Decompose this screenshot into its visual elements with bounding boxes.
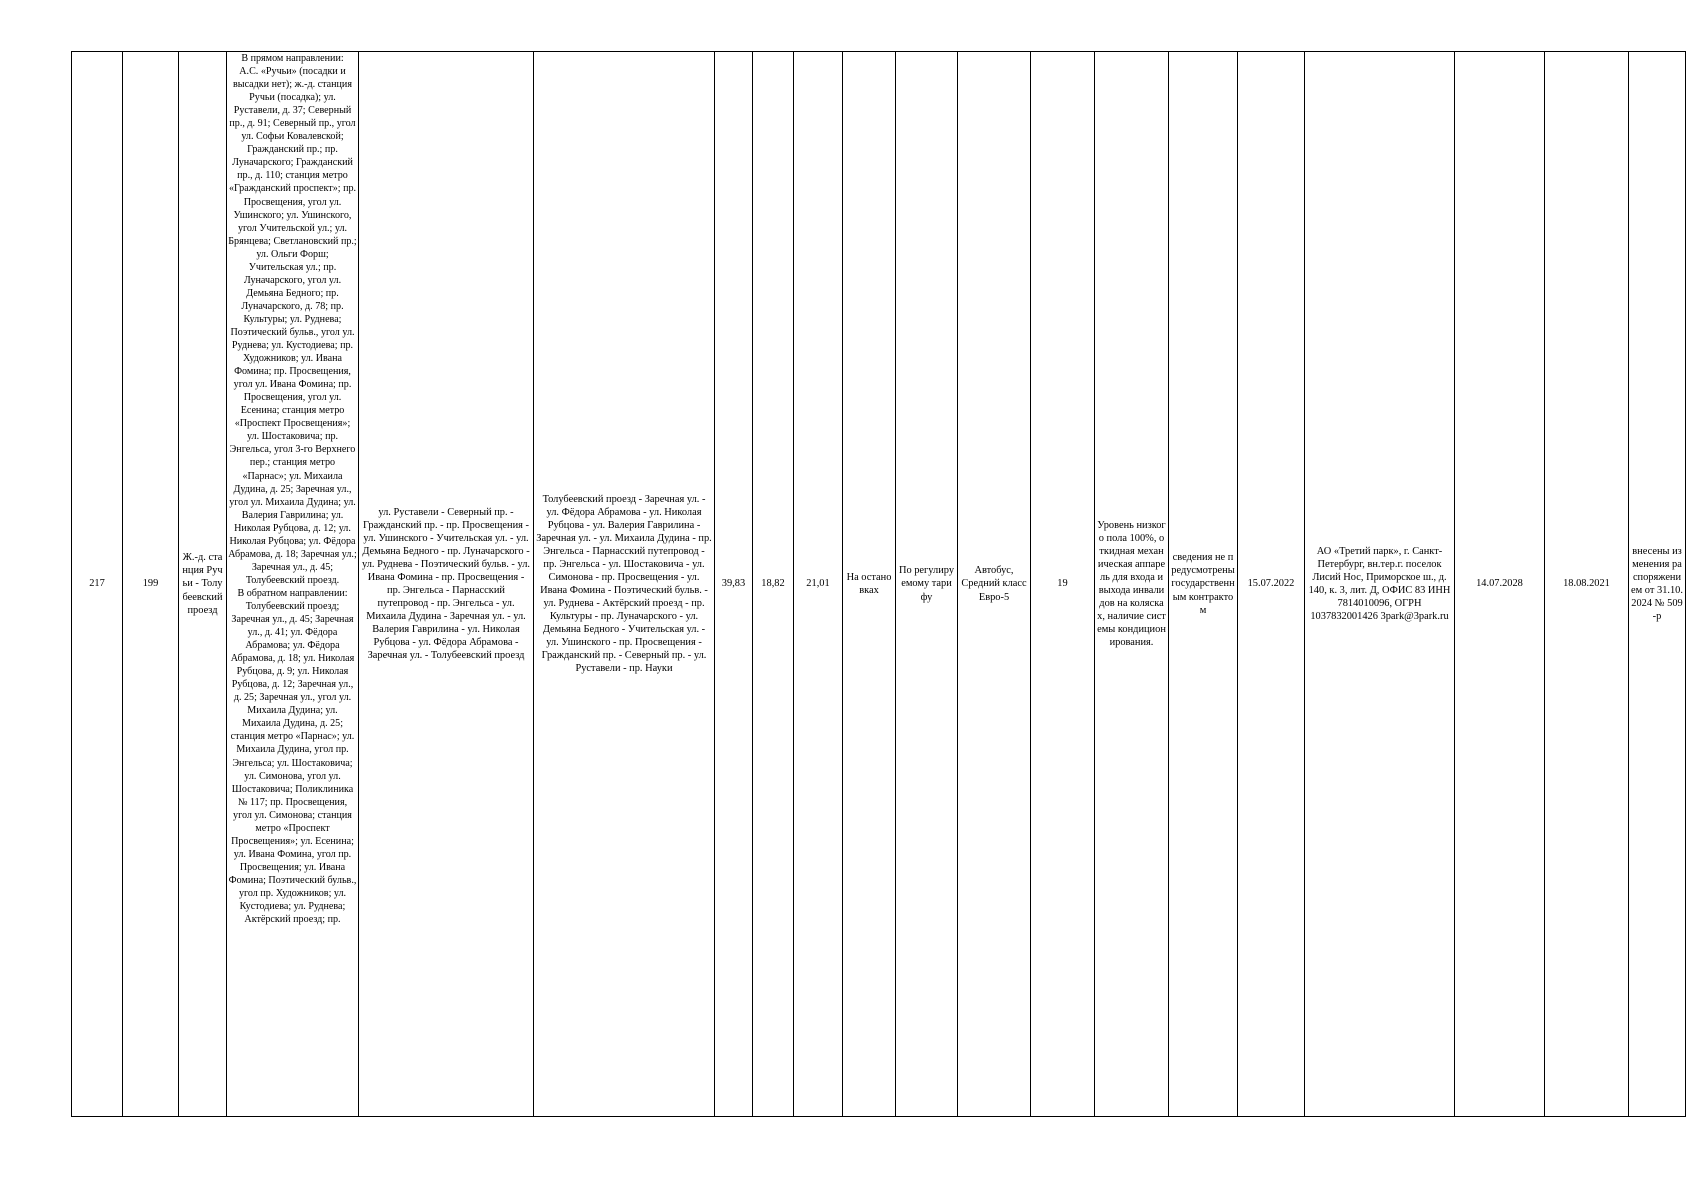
stops-backward-label: В обратном направлении: bbox=[237, 587, 348, 599]
table-row bbox=[72, 52, 1686, 1117]
stops-backward-list: Толубеевский проезд; Заречная ул., д. 45; Заречная ул., д. 41; ул. Фёдора Абрамова; ул. Фёдора Абрамова, д. 18; ул. Николая Рубцова, д. 9; ул. Николая Рубцова, д. 12; Заречная ул., д. 25; Заречная ул., угол ул. Михаила Дудина; ул. Михаила Дудина, д. 25; станция метро «Парнас»; ул. Михаила Дудина, угол пр. Энгельса; ул. Шостаковича; ул. Симонова, угол ул. Шостаковича; Поликлиника № 117; пр. Просвещения, угол ул. Симонова; станция метро «Проспект Просвещения»; ул. Есенина; ул. Ивана Фомина, угол пр. Просвещения; ул. Ивана Фомина; Поэтический бульв., угол пр. Художников; ул. Кустодиева; ул. Руднева; Актёрский проезд; пр. bbox=[228, 600, 357, 926]
registry-date-cell: 18.08.2021 bbox=[1545, 52, 1629, 1117]
vehicle-cell: Автобус, Средний класс Евро-5 bbox=[958, 52, 1031, 1117]
tariff-type-cell: По регулируемому тарифу bbox=[896, 52, 958, 1117]
stops-cell bbox=[227, 52, 359, 1117]
accessibility-cell: Уровень низкого пола 100%, откидная механическая аппарель для входа и выхода инвалидов на колясках, наличие системы кондиционирования. bbox=[1095, 52, 1169, 1117]
vehicle-count-cell: 19 bbox=[1031, 52, 1095, 1117]
route-number-cell: 199 bbox=[123, 52, 179, 1117]
registry-number-cell: 217 bbox=[72, 52, 123, 1117]
streets-forward-cell: ул. Руставели - Северный пр. - Гражданский пр. - пр. Просвещения - ул. Ушинского - Учительская ул. - ул. Демьяна Бедного - пр. Луначарского - ул. Руднева - Поэтический бульв. - ул. Ивана Фомина - пр. Просвещения - пр. Энгельса - Парнасский путепровод - пр. Энгельса - ул. Михаила Дудина - Заречная ул. - ул. Валерия Гаврилина - ул. Николая Рубцова - ул. Фёдора Абрамова - Заречная ул. - Толубеевский проезд bbox=[359, 52, 534, 1117]
stops-forward-label: В прямом направлении: bbox=[241, 53, 344, 64]
start-date-cell: 15.07.2022 bbox=[1238, 52, 1305, 1117]
streets-backward-cell: Толубеевский проезд - Заречная ул. - ул. Фёдора Абрамова - ул. Николая Рубцова - ул. Валерия Гаврилина - Заречная ул. - ул. Михаила Дудина - пр. Энгельса - Парнасский путепровод - пр. Энгельса - ул. Шостаковича - ул. Симонова - пр. Просвещения - ул. Ивана Фомина - Поэтический бульв. - ул. Руднева - Актёрский проезд - пр. Культуры - пр. Луначарского - ул. Демьяна Бедного - Учительская ул. - ул. Ушинского - пр. Просвещения - Гражданский пр. - Северный пр. - ул. Руставели - пр. Науки bbox=[534, 52, 715, 1117]
route-name-cell: Ж.-д. станция Ручьи - Толубеевский проезд bbox=[179, 52, 227, 1117]
length-third-cell: 21,01 bbox=[794, 52, 843, 1117]
carrier-cell: АО «Третий парк», г. Санкт-Петербург, вн.тер.г. поселок Лисий Нос, Приморское ш., д. 140, к. 3, лит. Д, ОФИС 83 ИНН 7814010096, ОГРН 1037832001426 3park@3park.ru bbox=[1305, 52, 1455, 1117]
end-date-cell: 14.07.2028 bbox=[1455, 52, 1545, 1117]
stop-order-cell: На остановках bbox=[843, 52, 896, 1117]
stops-forward-list: А.С. «Ручьи» (посадки и высадки нет); ж.-д. станция Ручьи (посадка); ул. Руставели, д. 37; Северный пр., д. 91; Северный пр., угол ул. Софьи Ковалевской; Гражданский пр.; пр. Луначарского; Гражданский пр., д. 110; станция метро «Гражданский проспект»; пр. Просвещения, угол ул. Ушинского; ул. Ушинского, угол Учительской ул.; ул. Брянцева; Светлановский пр.; ул. Ольги Форш; Учительская ул.; пр. Луначарского, угол ул. Демьяна Бедного; пр. Луначарского, д. 78; пр. Культуры; ул. Руднева; Поэтический бульв., угол ул. Руднева; ул. Кустодиева; пр. Художников; ул. Ивана Фомина; пр. Просвещения, угол ул. Ивана Фомина; пр. Просвещения, угол ул. Есенина; станция метро «Проспект Просвещения»; ул. Шостаковича; пр. Энгельса, угол 3-го Верхнего пер.; станция метро «Парнас»; ул. Михаила Дудина, д. 25; Заречная ул., угол ул. Михаила Дудина; ул. Валерия Гаврилина; ул. Николая Рубцова, д. 12; ул. Николая Рубцова; ул. Фёдора Абрамова, д. 18; Заречная ул.; Заречная ул., д. 45; Толубеевский проезд. bbox=[228, 66, 357, 586]
length-backward-cell: 18,82 bbox=[753, 52, 794, 1117]
route-registry-table bbox=[71, 51, 1686, 1117]
contract-info-cell: сведения не предусмотрены государственным контрактом bbox=[1169, 52, 1238, 1117]
changes-cell: внесены изменения распоряжением от 31.10.2024 № 509-р bbox=[1629, 52, 1686, 1117]
length-forward-cell: 39,83 bbox=[715, 52, 753, 1117]
